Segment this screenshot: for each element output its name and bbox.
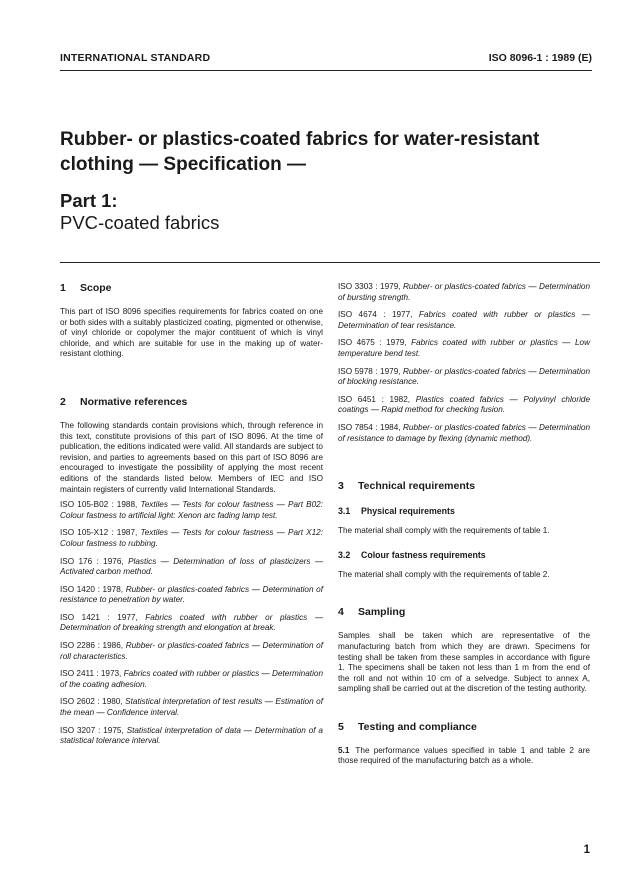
reference-code: ISO 5978 : 1979,	[338, 366, 401, 376]
reference-item	[60, 697, 323, 718]
reference-title: Statistical interpretation of test results — Estimation of the mean — Confidence interval.	[60, 697, 324, 718]
reference-code: ISO 1421 : 1977,	[60, 612, 138, 622]
reference-item	[338, 282, 590, 303]
section-5-title: Testing and compliance	[358, 720, 477, 733]
section-3-2-number: 3.2	[338, 549, 351, 560]
section-3-1-text: The material shall comply with the requirements of table 1.	[338, 526, 550, 536]
reference-item	[338, 395, 590, 416]
reference-title: Fabrics coated with rubber or plastics — Determination of tear resistance.	[338, 310, 590, 330]
reference-item	[60, 500, 323, 521]
reference-item	[338, 367, 590, 388]
section-5-number: 5	[338, 720, 344, 733]
header-standard-number: ISO 8096-1 : 1989 (E)	[488, 52, 592, 64]
section-3-2-heading	[338, 549, 590, 561]
part-subtitle: PVC-coated fabrics	[60, 212, 220, 233]
reference-title: Rubber- or plastics-coated fabrics — Determination of blocking resistance.	[338, 366, 591, 387]
reference-item	[338, 338, 590, 359]
section-3-1-title: Physical requirements	[361, 506, 455, 517]
clause-5-1-text: The performance values specified in table 1 and table 2 are those required of the manufacturing batch as a whole.	[338, 745, 590, 766]
reference-item	[60, 528, 323, 549]
section-1-title: Scope	[80, 282, 112, 294]
reference-code: ISO 4674 : 1977,	[338, 310, 413, 320]
section-2-title: Normative references	[80, 395, 188, 408]
normative-intro: The following standards contain provisions which, through reference in this text, constitute provisions of this part of ISO 8096. At the time of publication, the editions indicated were valid. All standards are subject to revision, and parties to agreements based on this part of ISO 8096 are encouraged to investigate the possibility of applying the most recent editions of the standards listed below. Members of IEC and ISO maintain registers of currently valid International Standards.	[60, 420, 323, 494]
reference-code: ISO 3303 : 1979,	[338, 282, 401, 291]
reference-code: ISO 105-X12 : 1987,	[60, 528, 138, 538]
reference-title: Plastics coated fabrics — Polyvinyl chloride coatings — Rapid method for checking fusion.	[338, 394, 590, 415]
title-divider	[60, 262, 600, 263]
reference-item	[60, 669, 323, 690]
reference-title: Fabrics coated with rubber or plastics — Determination of breaking strength and elongation at break.	[60, 612, 324, 633]
reference-code: ISO 176 : 1976,	[60, 556, 124, 566]
reference-code: ISO 1420 : 1978,	[60, 584, 124, 594]
reference-code: ISO 3207 : 1975,	[60, 725, 124, 735]
reference-list-right	[338, 282, 590, 444]
section-5-heading	[338, 721, 590, 734]
section-1-heading	[60, 282, 323, 295]
reference-code: ISO 2602 : 1980,	[60, 697, 123, 707]
reference-title: Fabrics coated with rubber or plastics — Determination of the coating adhesion.	[60, 669, 323, 689]
reference-title: Textiles — Tests for colour fastness — Part B02: Colour fastness to artificial light: Xenon arc fading lamp test.	[60, 500, 323, 520]
section-1-number: 1	[60, 282, 66, 294]
section-4-heading	[338, 606, 590, 619]
section-3-2-text: The material shall comply with the requirements of table 2.	[338, 569, 550, 579]
reference-code: ISO 7854 : 1984,	[338, 422, 401, 432]
document-title	[60, 127, 600, 177]
reference-title: Rubber- or plastics-coated fabrics — Determination of resistance to penetration by water.	[60, 584, 323, 605]
section-3-title: Technical requirements	[358, 480, 476, 493]
section-3-1-heading	[338, 505, 590, 517]
part-number: Part 1:	[60, 190, 118, 211]
reference-item	[60, 585, 323, 606]
reference-title: Fabrics coated with rubber or plastics — Low temperature bend test.	[338, 338, 590, 358]
section-3-heading	[338, 480, 590, 493]
reference-item	[60, 613, 323, 634]
reference-item	[60, 557, 323, 578]
reference-title: Statistical interpretation of data — Determination of a statistical tolerance interval.	[60, 725, 323, 746]
reference-code: ISO 6451 : 1982,	[338, 394, 411, 404]
reference-list-left	[60, 500, 323, 747]
left-column	[60, 282, 323, 747]
reference-code: ISO 2411 : 1973,	[60, 669, 122, 679]
sampling-text: Samples shall be taken which are representative of the manufacturing batch from which they are drawn. Specimens for testing shall be taken from these samples in accordance with figure 1. The specimens shall be taken not less than 1 m from the end of the roll and not within 10 cm of a selvedge. Subject to annex A, sampling shall be carried out at the discretion of the testing authority.	[338, 631, 590, 694]
section-4-title: Sampling	[358, 606, 406, 619]
scope-text: This part of ISO 8096 specifies requirements for fabrics coated on one or both sides with a suitably plasticized coating, pigmented or otherwise, of vinyl chloride or copolymer the major contituent of which is vinyl chloride, and which are suitable for use in the making up of water-resistant clothing.	[60, 307, 323, 359]
reference-code: ISO 105-B02 : 1988,	[60, 500, 138, 510]
title-line-1: Rubber- or plastics-coated fabrics for water-resistant	[60, 129, 540, 150]
section-2-heading	[60, 396, 323, 409]
page-header	[60, 44, 592, 71]
section-4-number: 4	[338, 606, 344, 619]
reference-title: Textiles — Tests for colour fastness — Part X12: Colour fastness to rubbing.	[60, 528, 323, 548]
page-number: 1	[583, 844, 590, 856]
reference-item	[60, 641, 323, 662]
section-3-1-number: 3.1	[338, 506, 351, 517]
section-3-2-title: Colour fastness requirements	[361, 549, 486, 560]
reference-title: Plastics — Determination of loss of plasticizers — Activated carbon method.	[60, 556, 324, 577]
reference-title: Rubber- or plastics-coated fabrics — Determination of resistance to damage by flexing (dynamic method).	[338, 422, 591, 443]
reference-item	[338, 310, 590, 331]
section-3-number: 3	[338, 480, 344, 493]
reference-title: Rubber- or plastics-coated fabrics — Determination of roll characteristics.	[60, 641, 323, 661]
right-column	[338, 282, 590, 767]
reference-code: ISO 2286 : 1986,	[60, 641, 124, 651]
section-2-number: 2	[60, 395, 66, 408]
header-standard-label: INTERNATIONAL STANDARD	[60, 52, 211, 64]
clause-5-1-number: 5.1	[338, 745, 350, 755]
reference-item	[60, 726, 323, 747]
reference-code: ISO 4675 : 1979,	[338, 338, 407, 348]
reference-title: Rubber- or plastics-coated fabrics — Determination of bursting strength.	[338, 282, 591, 302]
reference-item	[338, 423, 590, 444]
clause-5-1	[338, 746, 590, 767]
title-line-2: clothing — Specification —	[60, 154, 306, 175]
